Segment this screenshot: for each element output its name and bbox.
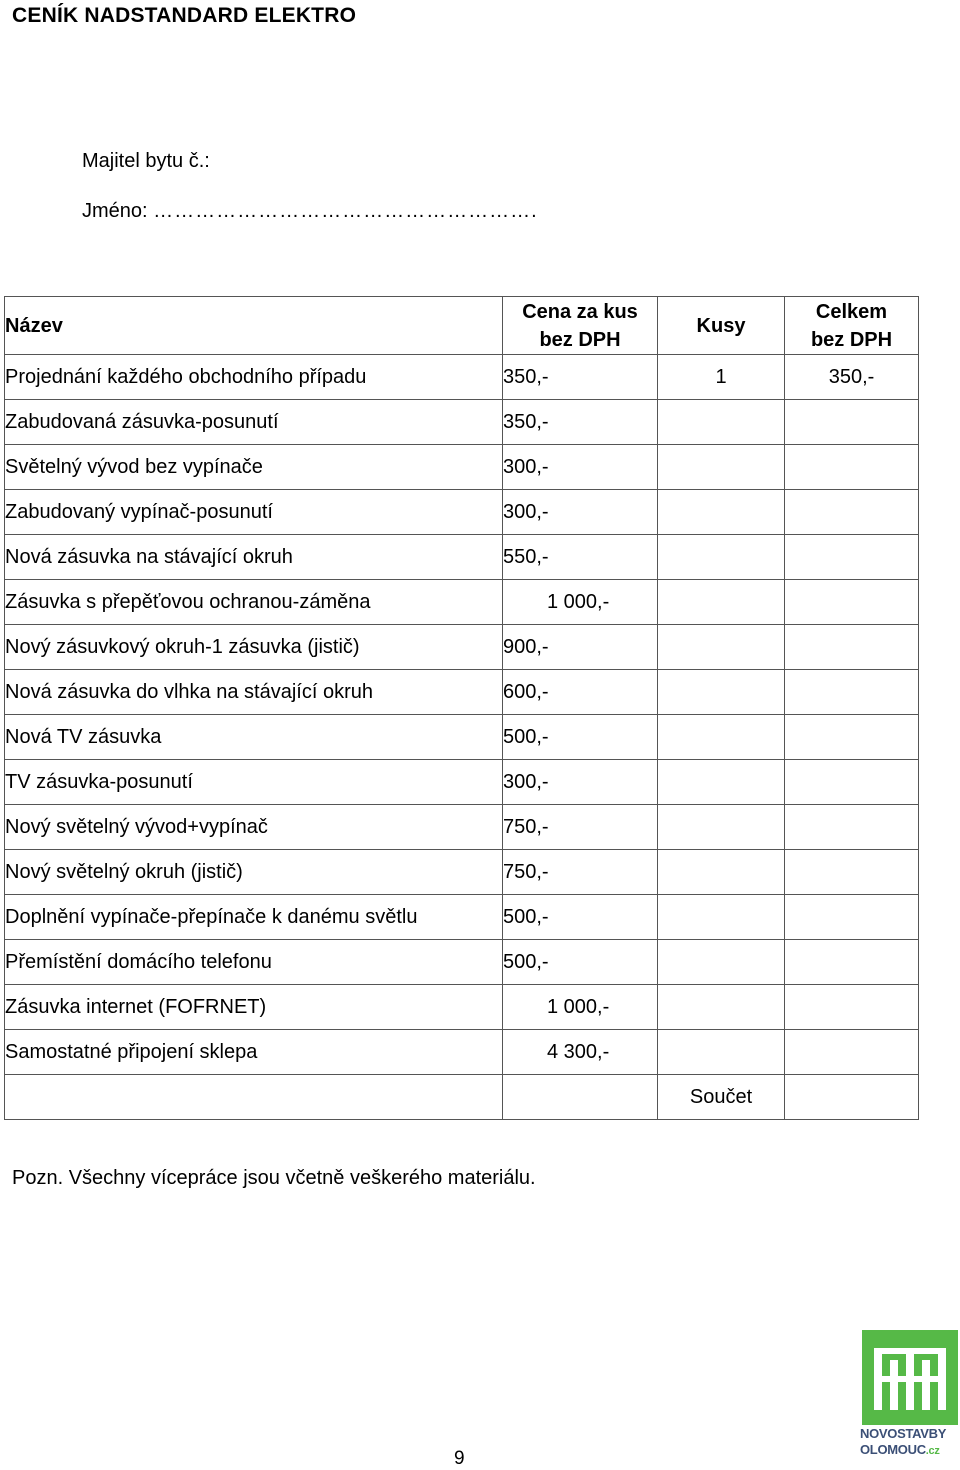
table-row xyxy=(5,490,919,535)
item-unit-price: 500,- xyxy=(503,895,658,940)
header-unit-price xyxy=(503,297,658,355)
item-quantity[interactable]: 1 xyxy=(658,355,785,400)
table-row xyxy=(5,625,919,670)
item-name: Nová TV zásuvka xyxy=(5,715,503,760)
footnote: Pozn. Všechny vícepráce jsou včetně veškerého materiálu. xyxy=(12,1167,536,1189)
item-name: Nový zásuvkový okruh-1 zásuvka (jistič) xyxy=(5,625,503,670)
table-row xyxy=(5,1030,919,1075)
item-unit-price: 300,- xyxy=(503,445,658,490)
name-line xyxy=(82,200,538,223)
item-total[interactable] xyxy=(785,400,919,445)
item-total[interactable] xyxy=(785,715,919,760)
item-quantity[interactable] xyxy=(658,715,785,760)
table-row xyxy=(5,670,919,715)
item-total[interactable] xyxy=(785,805,919,850)
item-name: Nová zásuvka na stávající okruh xyxy=(5,535,503,580)
item-total[interactable] xyxy=(785,580,919,625)
table-row xyxy=(5,805,919,850)
table-row xyxy=(5,760,919,805)
item-quantity[interactable] xyxy=(658,850,785,895)
item-total[interactable] xyxy=(785,940,919,985)
name-placeholder: ………………………………………………. xyxy=(153,200,538,222)
item-total[interactable] xyxy=(785,1030,919,1075)
item-unit-price: 1 000,- xyxy=(503,985,658,1030)
item-total[interactable] xyxy=(785,625,919,670)
item-quantity[interactable] xyxy=(658,580,785,625)
item-total[interactable] xyxy=(785,445,919,490)
item-quantity[interactable] xyxy=(658,400,785,445)
sum-label: Součet xyxy=(658,1075,785,1120)
item-total[interactable] xyxy=(785,670,919,715)
item-unit-price: 4 300,- xyxy=(503,1030,658,1075)
item-name: Nový světelný vývod+vypínač xyxy=(5,805,503,850)
item-unit-price: 300,- xyxy=(503,490,658,535)
item-name: Doplnění vypínače-přepínače k danému světlu xyxy=(5,895,503,940)
item-quantity[interactable] xyxy=(658,625,785,670)
table-row xyxy=(5,445,919,490)
table-header-row xyxy=(5,297,919,355)
item-quantity[interactable] xyxy=(658,535,785,580)
item-unit-price: 750,- xyxy=(503,850,658,895)
header-name: Název xyxy=(5,297,503,355)
item-total[interactable] xyxy=(785,850,919,895)
logo-text-line2 xyxy=(860,1442,960,1457)
header-quantity: Kusy xyxy=(658,297,785,355)
item-name: Samostatné připojení sklepa xyxy=(5,1030,503,1075)
item-unit-price: 900,- xyxy=(503,625,658,670)
item-name: Nová zásuvka do vlhka na stávající okruh xyxy=(5,670,503,715)
header-unit-price-line1: Cena za kus xyxy=(522,300,638,323)
name-label: Jméno: xyxy=(82,200,148,222)
header-total xyxy=(785,297,919,355)
document-title: CENÍK NADSTANDARD ELEKTRO xyxy=(12,4,357,27)
table-row xyxy=(5,895,919,940)
item-quantity[interactable] xyxy=(658,760,785,805)
item-name: Zabudovaná zásuvka-posunutí xyxy=(5,400,503,445)
item-unit-price: 300,- xyxy=(503,760,658,805)
item-unit-price: 350,- xyxy=(503,400,658,445)
item-name: Zásuvka internet (FOFRNET) xyxy=(5,985,503,1030)
item-name: Přemístění domácího telefonu xyxy=(5,940,503,985)
item-unit-price: 750,- xyxy=(503,805,658,850)
table-row xyxy=(5,355,919,400)
header-total-line2: bez DPH xyxy=(810,328,893,351)
table-row xyxy=(5,940,919,985)
item-unit-price: 500,- xyxy=(503,715,658,760)
item-quantity[interactable] xyxy=(658,490,785,535)
item-quantity[interactable] xyxy=(658,1030,785,1075)
item-total[interactable] xyxy=(785,895,919,940)
item-name: Zabudovaný vypínač-posunutí xyxy=(5,490,503,535)
item-quantity[interactable] xyxy=(658,805,785,850)
logo-text-domain: .cz xyxy=(925,1445,940,1457)
item-unit-price: 1 000,- xyxy=(503,580,658,625)
header-total-line1: Celkem xyxy=(815,300,888,323)
table-row xyxy=(5,400,919,445)
item-quantity[interactable] xyxy=(658,895,785,940)
item-unit-price: 550,- xyxy=(503,535,658,580)
company-logo xyxy=(860,1330,960,1465)
table-row xyxy=(5,580,919,625)
item-total[interactable] xyxy=(785,985,919,1030)
logo-text-line1: NOVOSTAVBY xyxy=(860,1426,947,1441)
item-quantity[interactable] xyxy=(658,445,785,490)
logo-mark xyxy=(862,1330,958,1425)
owner-label: Majitel bytu č.: xyxy=(82,150,210,172)
item-unit-price: 350,- xyxy=(503,355,658,400)
sum-empty-cell xyxy=(5,1075,503,1120)
item-name: Projednání každého obchodního případu xyxy=(5,355,503,400)
item-total[interactable] xyxy=(785,490,919,535)
item-total[interactable]: 350,- xyxy=(785,355,919,400)
item-total[interactable] xyxy=(785,760,919,805)
table-row xyxy=(5,715,919,760)
page-number: 9 xyxy=(454,1448,465,1469)
table-row xyxy=(5,850,919,895)
sum-row xyxy=(5,1075,919,1120)
item-name: Světelný vývod bez vypínače xyxy=(5,445,503,490)
table-row xyxy=(5,535,919,580)
sum-empty-cell xyxy=(503,1075,658,1120)
item-name: Zásuvka s přepěťovou ochranou-záměna xyxy=(5,580,503,625)
table-row xyxy=(5,985,919,1030)
sum-value[interactable] xyxy=(785,1075,919,1120)
item-unit-price: 600,- xyxy=(503,670,658,715)
item-quantity[interactable] xyxy=(658,940,785,985)
item-name: Nový světelný okruh (jistič) xyxy=(5,850,503,895)
item-unit-price: 500,- xyxy=(503,940,658,985)
item-quantity[interactable] xyxy=(658,985,785,1030)
logo-text-city: OLOMOUC xyxy=(860,1442,926,1457)
item-quantity[interactable] xyxy=(658,670,785,715)
price-table xyxy=(4,296,919,1120)
header-unit-price-line2: bez DPH xyxy=(539,328,621,351)
item-name: TV zásuvka-posunutí xyxy=(5,760,503,805)
item-total[interactable] xyxy=(785,535,919,580)
